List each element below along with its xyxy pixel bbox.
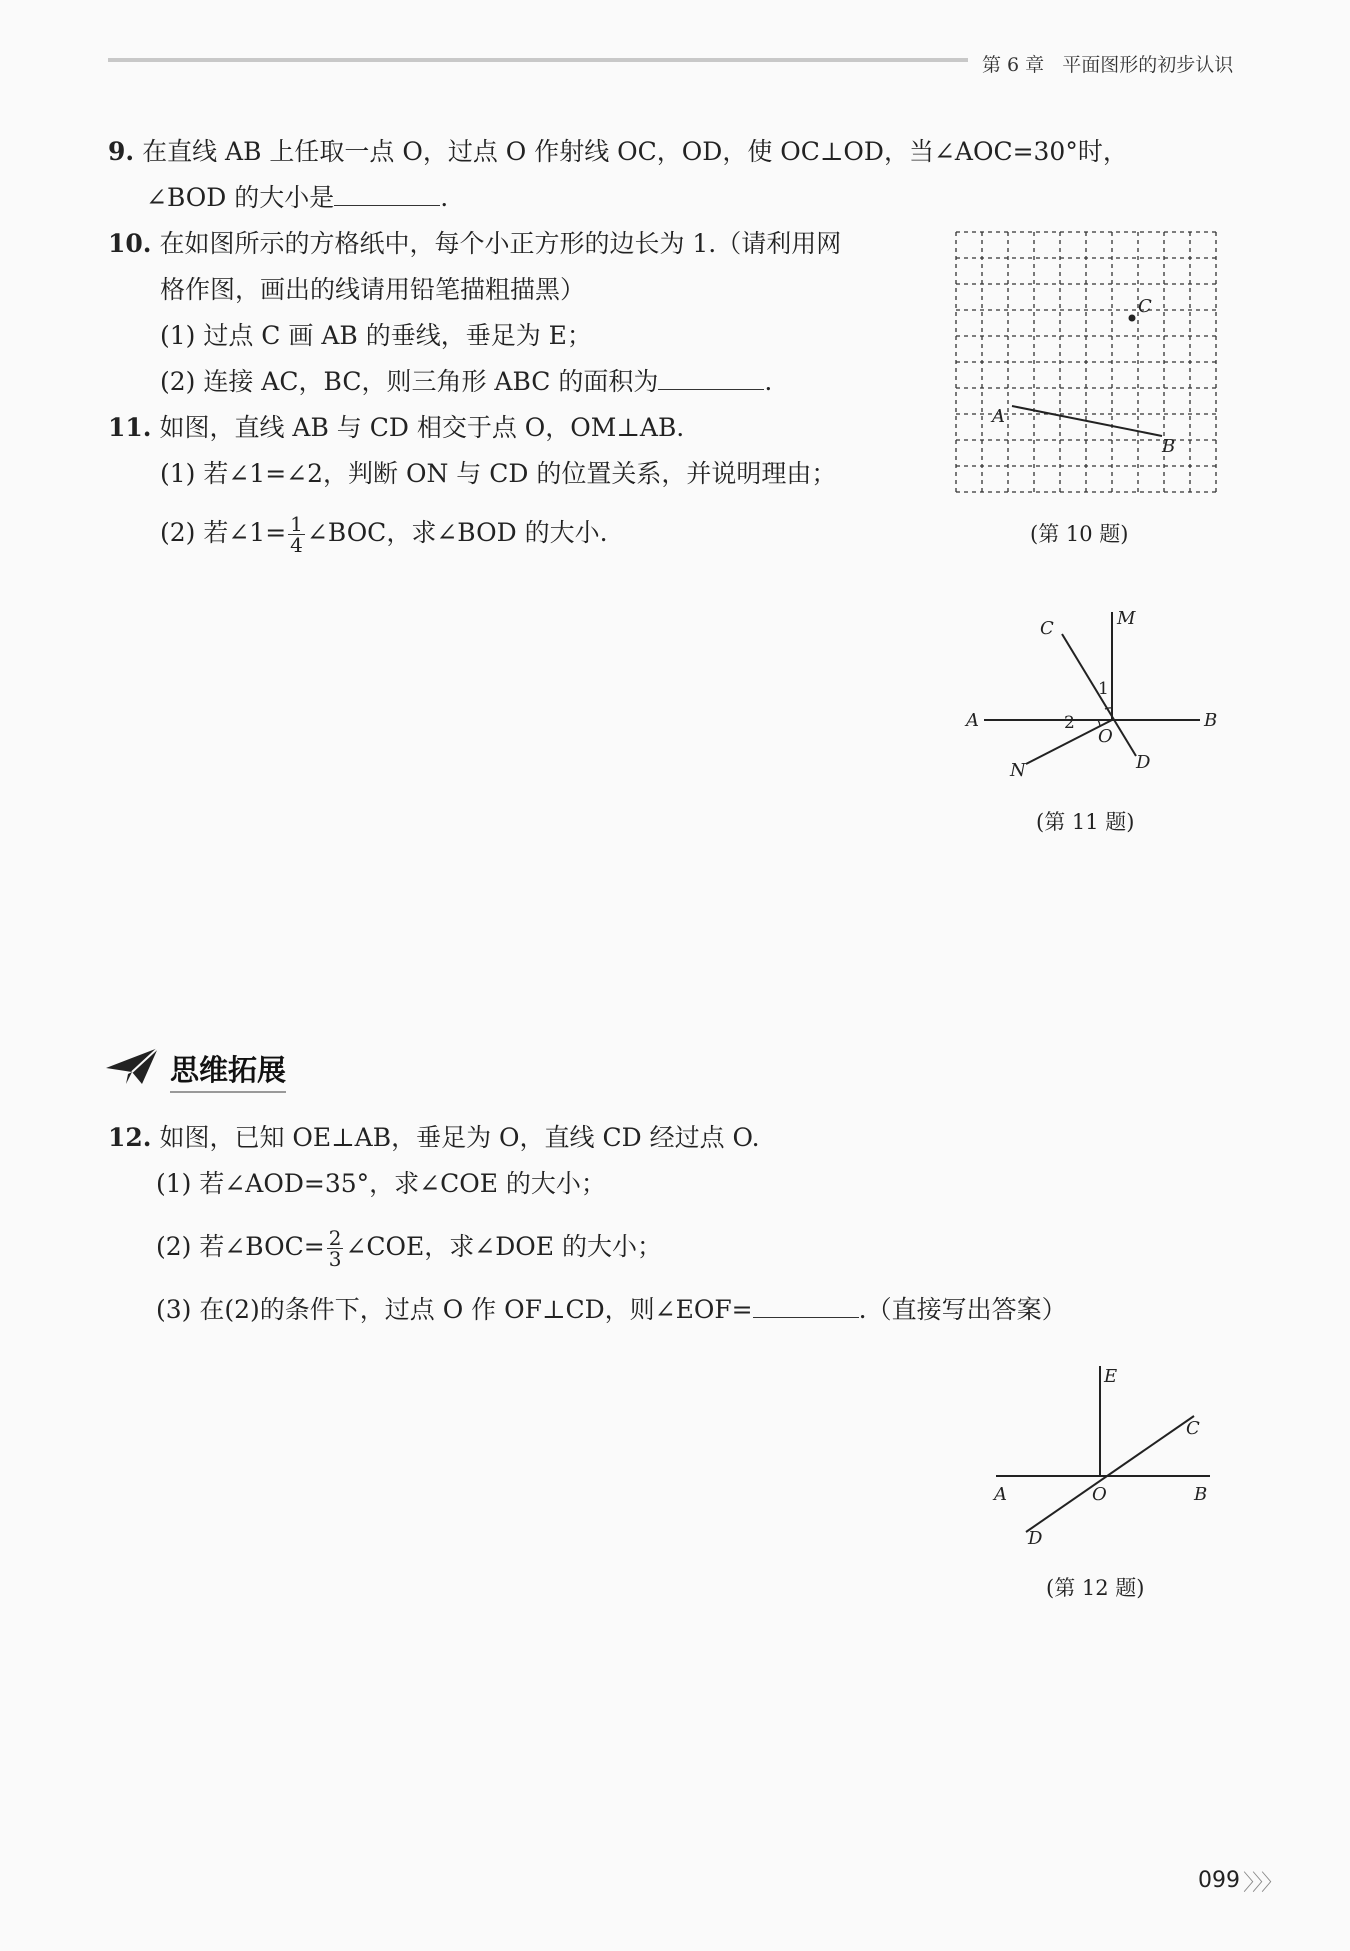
question-9-text: 在直线 AB 上任取一点 O，过点 O 作射线 OC，OD，使 OC⊥OD，当∠AOC=30°时， xyxy=(142,137,1128,166)
question-9-number: 9. xyxy=(108,137,135,166)
label-e: E xyxy=(1104,1366,1118,1387)
page-arrows-icon: 〉〉〉 xyxy=(1243,1871,1282,1896)
label-angle-1: 1 xyxy=(1098,679,1109,699)
question-11-sub-2-text-b: ∠BOC，求∠BOD 的大小. xyxy=(306,518,608,547)
question-12-sub-3-text-b: .（直接写出答案） xyxy=(858,1295,1067,1324)
fraction-two-thirds xyxy=(327,1228,344,1269)
question-9-line-2 xyxy=(146,182,448,214)
question-11-sub-1: (1) 若∠1=∠2，判断 ON 与 CD 的位置关系，并说明理由； xyxy=(160,459,837,488)
label-n: N xyxy=(1010,760,1026,781)
question-12-sub-2 xyxy=(156,1228,662,1269)
fraction-denominator: 3 xyxy=(328,1247,342,1271)
line-cd xyxy=(1026,1416,1194,1532)
label-d: D xyxy=(1028,1528,1043,1549)
label-b: B xyxy=(1162,436,1176,457)
question-12-sub-2-text-b: ∠COE，求∠DOE 的大小； xyxy=(345,1232,662,1261)
question-12-sub-2-text: (2) 若∠BOC= xyxy=(156,1232,325,1261)
figure-10-caption: (第 10 题) xyxy=(1030,522,1129,546)
period: . xyxy=(440,183,449,212)
answer-blank[interactable] xyxy=(658,367,764,390)
label-b: B xyxy=(1204,710,1218,731)
label-a: A xyxy=(994,1484,1007,1505)
label-a: A xyxy=(992,406,1005,427)
chapter-header xyxy=(982,50,1233,77)
question-12-sub-3 xyxy=(156,1294,1067,1326)
question-10-sub-1: (1) 过点 C 画 AB 的垂线，垂足为 E； xyxy=(160,321,592,350)
label-o: O xyxy=(1092,1484,1107,1505)
paper-plane-icon xyxy=(104,1044,160,1088)
question-10-sub-2 xyxy=(160,366,772,398)
question-11-line-1 xyxy=(108,412,684,444)
label-c: C xyxy=(1040,618,1054,639)
question-10-line-2: 格作图，画出的线请用铅笔描粗描黑） xyxy=(160,275,586,304)
question-11-text: 如图，直线 AB 与 CD 相交于点 O，OM⊥AB. xyxy=(159,413,685,442)
figure-10-grid xyxy=(952,228,1224,500)
question-11-number: 11. xyxy=(108,413,152,442)
question-9-line-1 xyxy=(108,136,1128,168)
segment-ab xyxy=(1012,406,1162,436)
header-rule xyxy=(108,58,968,62)
figure-12-diagram xyxy=(988,1360,1228,1550)
fraction-denominator: 4 xyxy=(290,533,303,557)
question-10-line-1 xyxy=(108,228,841,260)
question-10-text: 在如图所示的方格纸中，每个小正方形的边长为 1.（请利用网 xyxy=(159,229,842,258)
figure-11-diagram xyxy=(960,604,1230,784)
label-m: M xyxy=(1117,608,1136,629)
section-title: 思维拓展 xyxy=(170,1048,286,1093)
question-12-sub-1: (1) 若∠AOD=35°，求∠COE 的大小； xyxy=(156,1169,606,1198)
label-b: B xyxy=(1194,1484,1208,1505)
figure-12-caption: (第 12 题) xyxy=(1046,1576,1145,1600)
question-10-number: 10. xyxy=(108,229,152,258)
question-12-text: 如图，已知 OE⊥AB，垂足为 O，直线 CD 经过点 O. xyxy=(159,1123,760,1152)
question-10-sub-2-text: (2) 连接 AC，BC，则三角形 ABC 的面积为 xyxy=(160,367,659,396)
point-c-dot xyxy=(1129,315,1136,322)
label-angle-2: 2 xyxy=(1064,713,1075,733)
question-11-sub-2 xyxy=(160,514,608,555)
label-c: C xyxy=(1138,296,1152,317)
fraction-one-quarter xyxy=(288,514,305,555)
page-number: 099 xyxy=(1198,1868,1240,1893)
question-12-sub-3-text: (3) 在(2)的条件下，过点 O 作 OF⊥CD，则∠EOF= xyxy=(156,1295,753,1324)
question-12-line-1 xyxy=(108,1122,760,1154)
period: . xyxy=(764,367,773,396)
question-11-sub-2-text: (2) 若∠1= xyxy=(160,518,287,547)
question-9-text-2: ∠BOD 的大小是 xyxy=(146,183,335,212)
label-a: A xyxy=(966,710,979,731)
question-12-number: 12. xyxy=(108,1123,152,1152)
chapter-title: 平面图形的初步认识 xyxy=(1062,54,1234,76)
chapter-number: 第 6 章 xyxy=(982,54,1045,76)
answer-blank[interactable] xyxy=(753,1295,859,1318)
fraction-numerator: 1 xyxy=(290,512,303,536)
label-d: D xyxy=(1136,752,1151,773)
fraction-numerator: 2 xyxy=(328,1226,342,1250)
figure-11-caption: (第 11 题) xyxy=(1036,810,1135,834)
label-o: O xyxy=(1098,726,1113,747)
label-c: C xyxy=(1186,1418,1200,1439)
answer-blank[interactable] xyxy=(334,183,440,206)
